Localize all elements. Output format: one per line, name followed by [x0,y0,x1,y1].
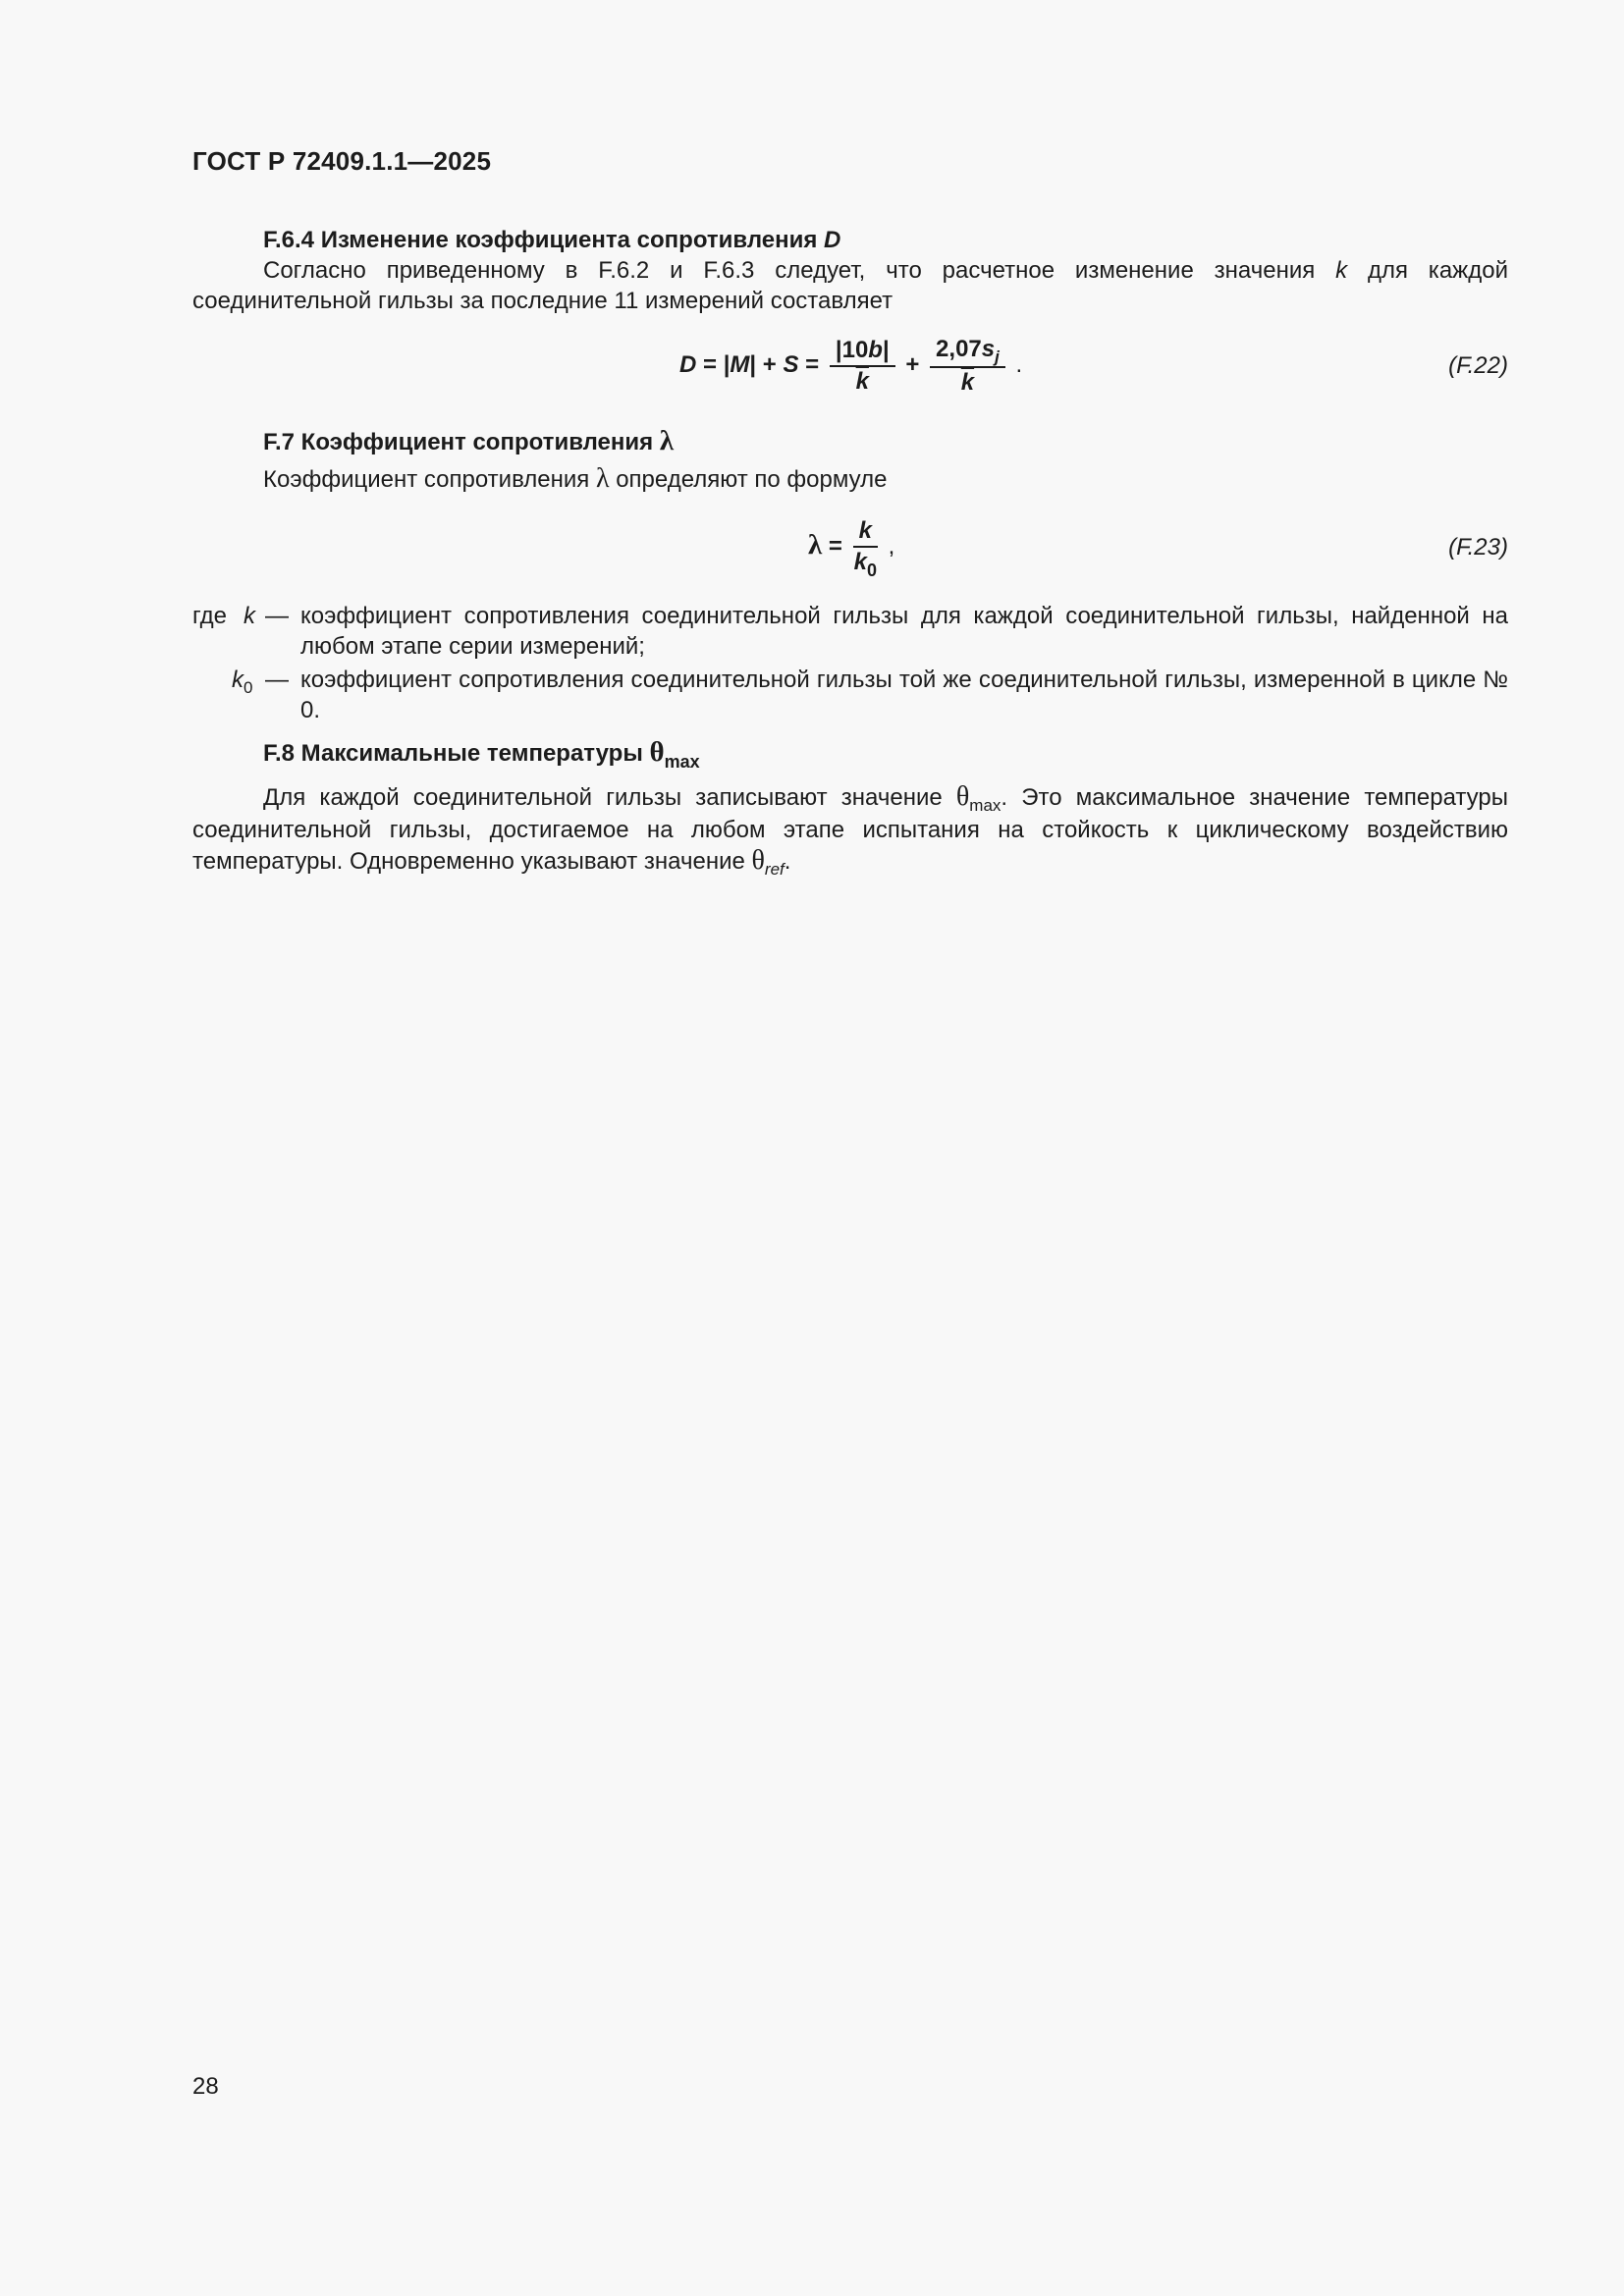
operator: = | [696,350,731,378]
section-f7 [192,426,1508,495]
operator: | + [749,350,784,378]
section-f64 [192,225,1508,316]
paragraph-text: . [784,848,791,875]
definition-dash: — [265,603,289,629]
section-f8 [192,737,1508,879]
page-number: 28 [192,2073,219,2100]
symbol-s: S [783,350,799,378]
subscript-zero: 0 [866,561,877,580]
formula-number: (F.22) [1448,352,1508,379]
section-heading-f7 [192,426,1508,457]
fraction-numerator [930,336,1005,368]
fraction-denominator: k [855,368,869,395]
fraction-numerator [830,337,895,367]
definition-text: коэффициент сопротивления соединительной гильзы для каждой соединительной гильзы, найденной на любом этапе серии измерений; [300,603,1508,660]
operator: = [822,532,849,560]
paragraph-text: определяют по формуле [609,466,888,493]
heading-symbol: D [824,227,841,253]
theta-symbol: θ [751,845,765,876]
theta-symbol: θ [649,736,665,768]
heading-text: F.8 Максимальные температуры [263,740,650,767]
fraction-2 [930,336,1005,396]
fraction-numerator: k [853,517,878,548]
paragraph-text: Коэффициент сопротивления [263,466,596,493]
fraction [853,517,878,580]
where-label: где [192,603,228,629]
definition-k [192,601,1508,669]
paragraph-text: . Это максимальное значение температуры соединительной гильзы, достигаемое на любом этапе испытания на стойкость к циклическому воздействию температуры. Одновременно указывают значение [192,784,1508,875]
punctuation: , [881,532,895,560]
symbol-k: k [853,549,867,575]
theta-symbol: θ [955,781,970,812]
lambda-symbol: λ [595,463,610,494]
document-header: ГОСТ Р 72409.1.1—2025 [192,146,492,176]
definition-text: коэффициент сопротивления соединительной гильзы той же соединительной гильзы, измеренной в цикле № 0. [300,667,1508,723]
document-page [192,0,1508,2296]
symbol-k0 [232,665,252,697]
subscript-j: j [995,347,1000,366]
section-heading-f8 [192,737,1508,771]
paragraph-f7 [192,463,1508,495]
symbol-k: k [244,603,255,629]
symbol-b: b [868,337,883,363]
definition-k0 [192,665,1508,733]
subscript-ref: ref [764,860,785,879]
definition-dash: — [265,667,289,693]
numerator-part: |10 [835,337,869,363]
formula-body [808,517,895,580]
formula-number: (F.23) [1448,534,1508,561]
paragraph-f8 [192,781,1508,879]
paragraph-text: для каждой соединительной гильзы за последние 11 измерений составляет [192,257,1508,314]
formula-body [679,336,1022,396]
formula-f22 [192,336,1508,404]
subscript-zero: 0 [244,678,253,697]
paragraph-text: Согласно приведенному в F.6.2 и F.6.3 следует, что расчетное изменение значения [263,257,1336,284]
symbol-k: k [232,667,244,693]
symbol-s-lower: s [981,336,996,362]
numerator-part: | [882,337,890,363]
symbol-k: k [1335,257,1348,284]
fraction-denominator [853,548,878,580]
formula-f23 [192,517,1508,586]
section-heading-f64 [192,225,1508,255]
numerator-part: 2,07 [936,336,982,362]
lambda-symbol: λ [808,528,823,561]
punctuation: . [1008,350,1023,378]
heading-text: F.6.4 Изменение коэффициента сопротивления [263,227,825,253]
subscript-max: max [664,752,700,772]
subscript-max: max [969,796,1001,815]
symbol-d: D [679,350,697,378]
fraction-1 [830,337,895,395]
paragraph-f64 [192,255,1508,316]
lambda-symbol: λ [659,425,675,456]
fraction-denominator: k [960,369,975,396]
symbol-m: M [730,350,750,378]
operator: + [898,350,927,378]
heading-text: F.7 Коэффициент сопротивления [263,429,660,455]
operator: = [798,350,826,378]
paragraph-text: Для каждой соединительной гильзы записывают значение [263,784,956,811]
